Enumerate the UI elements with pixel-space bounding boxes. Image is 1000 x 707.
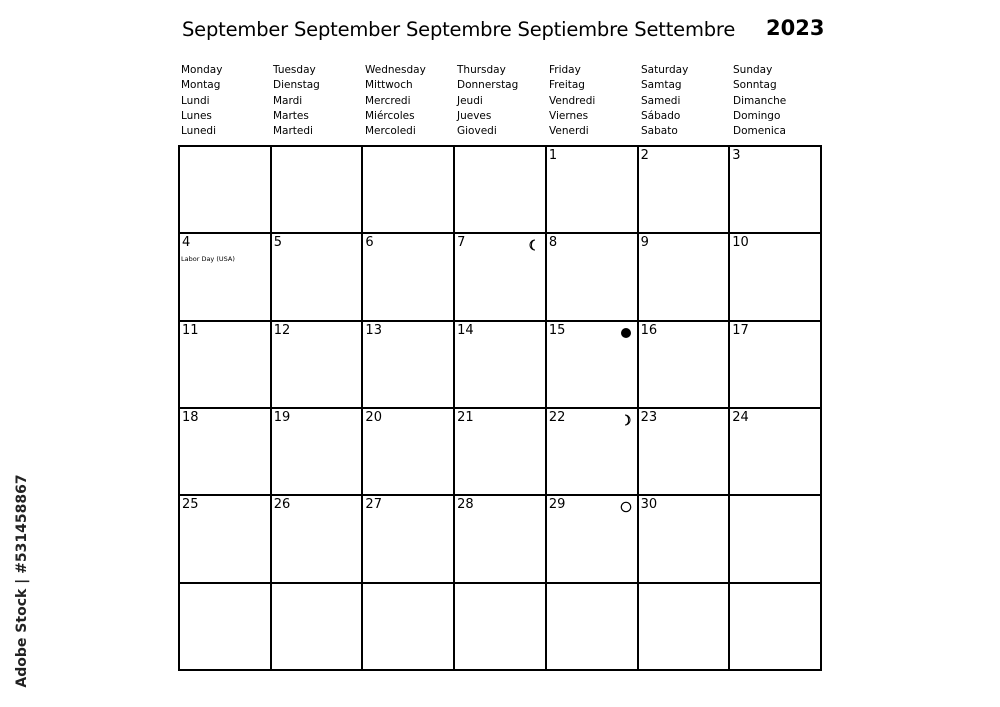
day-number: 18: [182, 410, 199, 425]
calendar-day-cell: [272, 409, 364, 496]
first-quarter-moon-icon: [620, 411, 632, 423]
weekday-name: Lunedi: [181, 125, 217, 138]
weekday-name: Giovedi: [457, 125, 497, 138]
weekday-name: Venerdi: [549, 125, 589, 138]
day-number: 22: [548, 410, 566, 425]
weekday-name: Montag: [181, 79, 221, 92]
full-moon-icon: [620, 498, 632, 510]
weekday-name: Saturday: [641, 64, 689, 76]
calendar-day-cell: [730, 147, 822, 234]
calendar-day-cell: [180, 409, 272, 496]
weekday-name: Mittwoch: [365, 79, 413, 92]
weekday-sunday: [730, 63, 822, 139]
calendar-day-cell: [455, 234, 547, 321]
weekday-saturday: [638, 63, 730, 139]
calendar-empty-cell: [363, 584, 455, 671]
day-number: 14: [457, 322, 474, 338]
calendar-empty-cell: [272, 584, 364, 671]
calendar-day-cell: [363, 496, 455, 583]
calendar-day-cell: [272, 234, 364, 321]
weekday-name: Wednesday: [365, 64, 426, 76]
weekday-name: Miércoles: [365, 109, 415, 122]
calendar-day-cell: [547, 496, 639, 583]
day-number: 19: [273, 410, 291, 425]
day-number: 28: [457, 497, 474, 513]
weekday-name: Sabato: [641, 125, 678, 138]
weekday-tuesday: [270, 63, 362, 139]
day-number: 12: [273, 322, 291, 338]
weekday-name: Mercredi: [365, 94, 411, 107]
day-number: 24: [732, 410, 749, 425]
weekday-name: Sábado: [641, 109, 681, 122]
weekday-name: Mardi: [273, 94, 303, 107]
calendar-day-cell: [455, 496, 547, 583]
calendar-empty-cell: [730, 496, 822, 583]
calendar-day-cell: [639, 147, 731, 234]
weekday-wednesday: [362, 63, 454, 139]
calendar-empty-cell: [272, 147, 364, 234]
weekday-name: Thursday: [457, 64, 506, 76]
calendar-day-cell: [730, 322, 822, 409]
day-number: 23: [640, 410, 658, 425]
day-number: 26: [273, 497, 291, 513]
calendar-day-cell: [363, 234, 455, 321]
calendar-grid: [178, 145, 822, 671]
day-number: 8: [548, 235, 558, 251]
day-number: 16: [640, 322, 658, 338]
day-number: 1: [548, 148, 558, 163]
day-number: 4: [182, 235, 191, 251]
calendar-day-cell: [363, 322, 455, 409]
calendar-empty-cell: [547, 584, 639, 671]
calendar-day-cell: [639, 409, 731, 496]
weekday-name: Freitag: [549, 79, 585, 92]
weekday-name: Lundi: [181, 94, 210, 107]
day-number: 3: [732, 148, 741, 163]
weekday-name: Mercoledi: [365, 125, 416, 138]
calendar-day-cell: [730, 234, 822, 321]
last-quarter-moon-icon: [528, 236, 540, 248]
weekday-name: Samedi: [641, 94, 681, 107]
day-number: 2: [640, 148, 649, 163]
calendar-empty-cell: [180, 584, 272, 671]
calendar-empty-cell: [363, 147, 455, 234]
day-number: 17: [732, 322, 749, 338]
day-number: 5: [273, 235, 282, 251]
weekday-name: Martes: [273, 109, 309, 122]
calendar-day-cell: [547, 234, 639, 321]
calendar-day-cell: [272, 322, 364, 409]
weekday-name: Donnerstag: [457, 79, 519, 92]
weekday-name: Sonntag: [733, 79, 777, 92]
weekday-name: Vendredi: [549, 94, 596, 107]
weekday-name: Dimanche: [733, 94, 787, 107]
weekday-name: Samtag: [641, 79, 682, 92]
weekday-name: Domingo: [733, 109, 781, 122]
stock-watermark: [0, 466, 44, 696]
day-number: 11: [182, 322, 199, 338]
calendar-empty-cell: [180, 147, 272, 234]
weekday-name: Lunes: [181, 109, 212, 122]
weekday-name: Viernes: [549, 109, 589, 122]
day-number: 27: [365, 497, 382, 513]
weekday-name: Jueves: [457, 109, 492, 122]
holiday-label: Labor Day (USA): [181, 255, 235, 264]
calendar-empty-cell: [455, 584, 547, 671]
month-title: September September Septembre Septiembre Settembre: [182, 18, 736, 41]
day-number: 13: [365, 322, 382, 338]
weekday-name: Jeudi: [457, 94, 483, 107]
day-number: 30: [640, 497, 658, 513]
day-number: 25: [182, 497, 199, 513]
day-number: 7: [457, 235, 466, 251]
day-number: 21: [457, 410, 474, 425]
weekday-name: Dienstag: [273, 79, 320, 92]
calendar-day-cell: [547, 322, 639, 409]
day-number: 15: [548, 322, 566, 338]
weekday-thursday: [454, 63, 546, 139]
calendar-day-cell: [547, 409, 639, 496]
weekday-name: Domenica: [733, 125, 786, 138]
watermark-text: Adobe Stock | #531458867: [14, 474, 30, 688]
weekday-name: Friday: [549, 64, 581, 76]
year-label: 2023: [766, 16, 825, 40]
calendar-day-cell: [639, 496, 731, 583]
calendar-day-cell: [639, 322, 731, 409]
day-number: 6: [365, 235, 374, 251]
calendar-day-cell: [730, 409, 822, 496]
day-number: 9: [640, 235, 649, 251]
weekday-friday: [546, 63, 638, 139]
weekday-name: Sunday: [733, 64, 773, 76]
weekday-name: Monday: [181, 64, 223, 76]
day-number: 20: [365, 410, 382, 425]
day-number: 10: [732, 235, 749, 251]
calendar-empty-cell: [730, 584, 822, 671]
calendar-day-cell: [455, 409, 547, 496]
calendar-day-cell: [547, 147, 639, 234]
calendar-day-cell: [180, 496, 272, 583]
weekday-name: Tuesday: [273, 64, 316, 76]
calendar-day-cell: [639, 234, 731, 321]
calendar-day-cell: [272, 496, 364, 583]
weekday-name: Martedi: [273, 125, 313, 138]
calendar-empty-cell: [639, 584, 731, 671]
new-moon-icon: [620, 324, 632, 336]
calendar-day-cell: [363, 409, 455, 496]
weekday-header: [178, 63, 822, 143]
day-number: 29: [548, 497, 566, 513]
calendar-day-cell: [455, 322, 547, 409]
weekday-monday: [178, 63, 270, 139]
calendar-day-cell: [180, 322, 272, 409]
calendar-day-cell: [180, 234, 272, 321]
calendar-empty-cell: [455, 147, 547, 234]
